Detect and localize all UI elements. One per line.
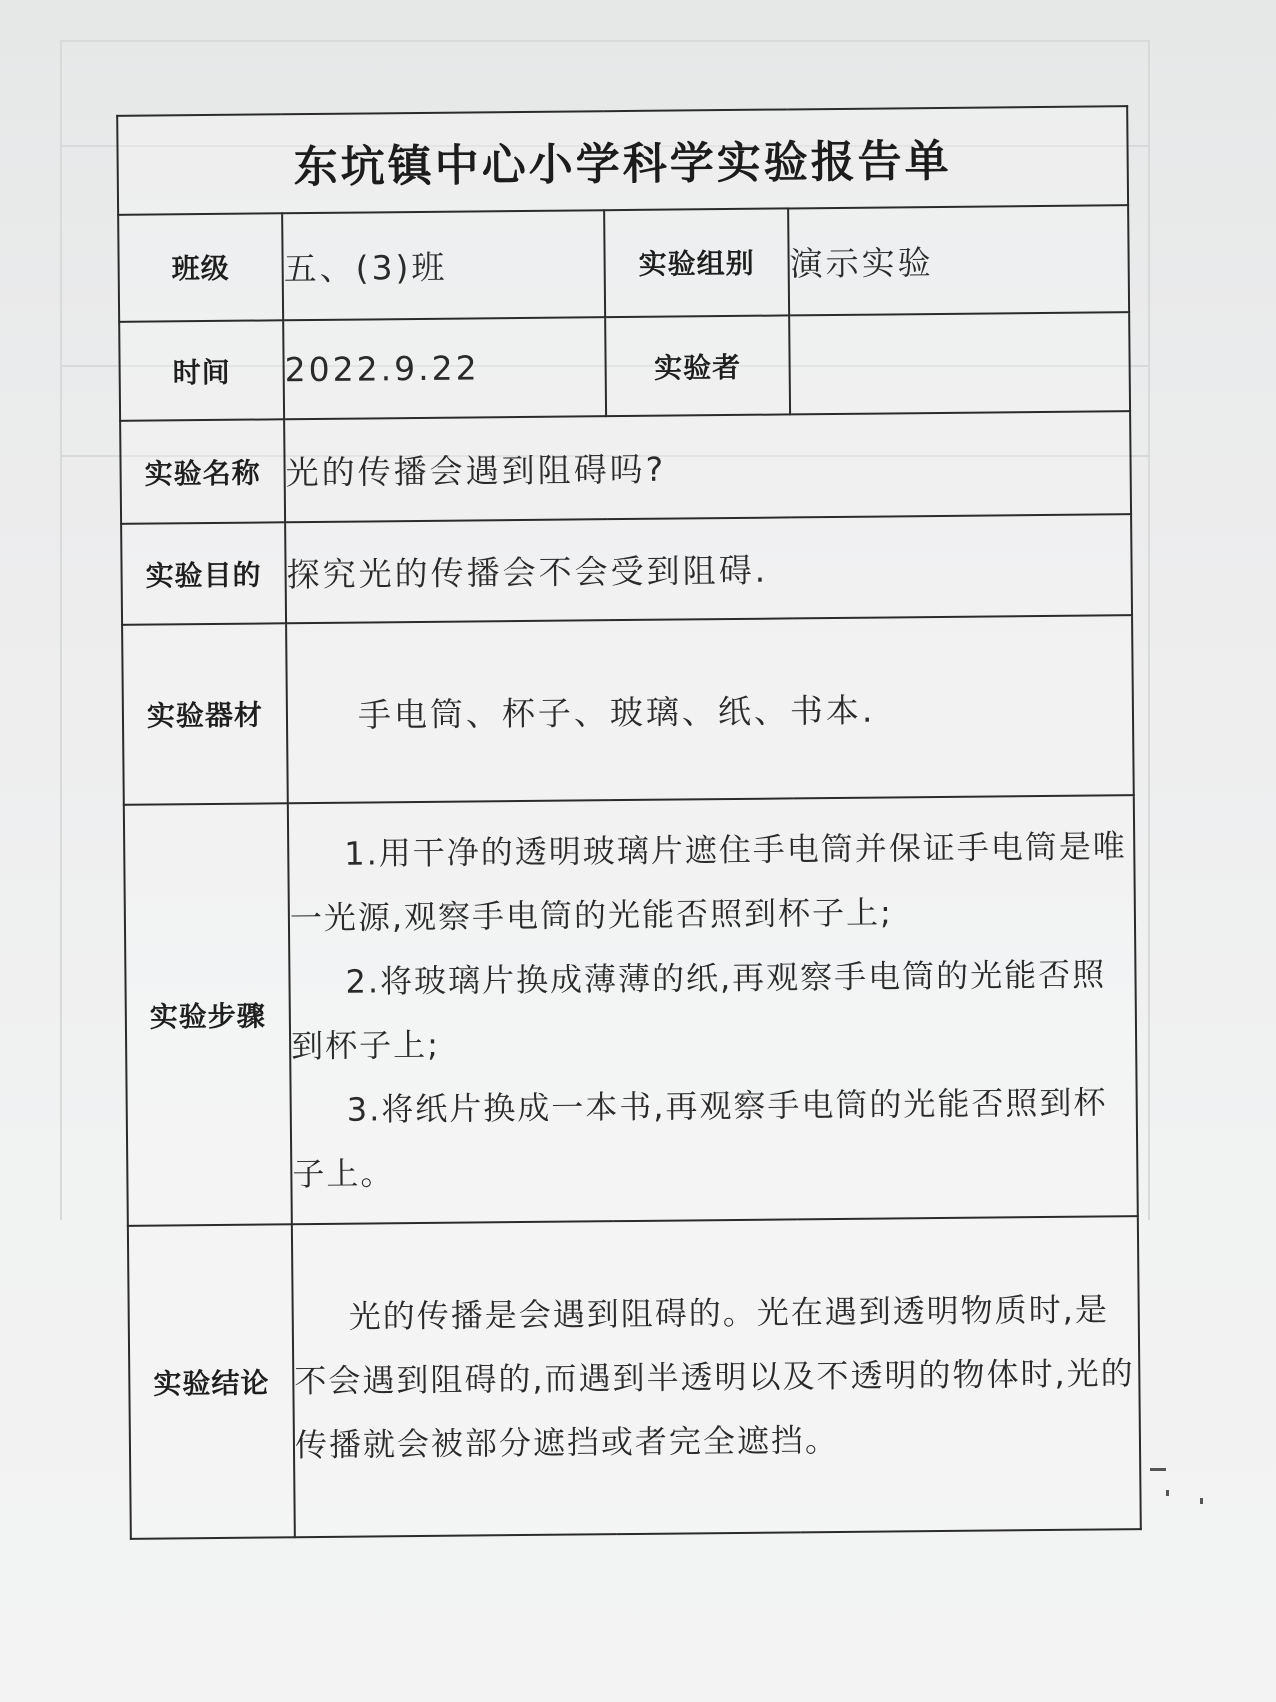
time-row <box>119 312 1130 420</box>
step-1: 1.用干净的透明玻璃片遮住手电筒并保证手电筒是唯一光源,观察手电筒的光能否照到杯子上; <box>289 827 1127 938</box>
time-label: 时间 <box>119 320 284 420</box>
group-value: 演示实验 <box>788 205 1129 316</box>
pen-mark <box>1200 1498 1203 1504</box>
report-title: 东坑镇中心小学科学实验报告单 <box>117 106 1128 214</box>
materials-value: 手电筒、杯子、玻璃、纸、书本. <box>286 615 1134 804</box>
name-value: 光的传播会遇到阻碍吗? <box>284 411 1131 522</box>
class-row <box>118 205 1129 322</box>
class-value: 五、(3)班 <box>282 210 605 320</box>
materials-row <box>122 615 1134 805</box>
ghost-line <box>60 40 1150 42</box>
step-2: 2.将玻璃片换成薄薄的纸,再观察手电筒的光能否照到杯子上; <box>290 955 1107 1066</box>
purpose-label: 实验目的 <box>121 522 286 625</box>
title-row <box>117 106 1128 214</box>
ghost-line <box>60 40 62 1220</box>
name-label: 实验名称 <box>120 419 285 524</box>
steps-label: 实验步骤 <box>124 804 292 1227</box>
conclusion-value: 光的传播是会遇到阻碍的。光在遇到透明物质时,是不会遇到阻碍的,而遇到半透明以及不透明的物体时,光的传播就会被部分遮挡或者完全遮挡。 <box>292 1217 1141 1538</box>
pen-mark <box>1166 1490 1169 1496</box>
conclusion-label: 实验结论 <box>128 1225 295 1539</box>
pen-mark <box>1150 1468 1166 1471</box>
group-label: 实验组别 <box>604 208 789 317</box>
conclusion-row <box>128 1217 1141 1539</box>
report-table <box>116 105 1142 1540</box>
ghost-line <box>1148 40 1150 1220</box>
time-value: 2022.9.22 <box>283 317 606 419</box>
experimenter-label: 实验者 <box>605 316 790 417</box>
step-3: 3.将纸片换成一本书,再观察手电筒的光能否照到杯子上。 <box>292 1083 1108 1194</box>
lab-report-form <box>116 105 1140 1540</box>
steps-row <box>124 796 1138 1227</box>
steps-value <box>288 796 1138 1225</box>
purpose-value: 探究光的传播会不会受到阻碍. <box>285 514 1132 623</box>
experimenter-value <box>789 312 1130 414</box>
name-row <box>120 411 1131 524</box>
purpose-row <box>121 514 1132 625</box>
materials-label: 实验器材 <box>122 623 288 805</box>
class-label: 班级 <box>118 213 283 322</box>
